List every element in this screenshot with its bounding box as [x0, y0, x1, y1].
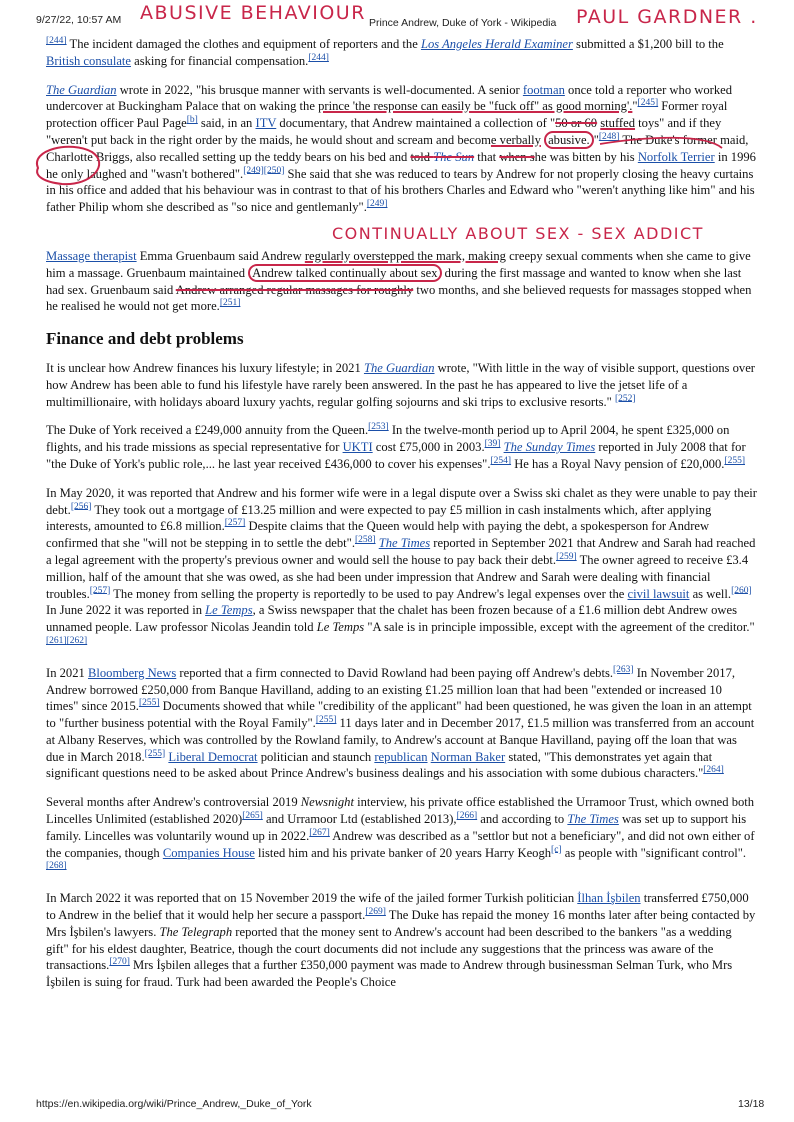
text: Mrs İşbilen alleges that a further £350,000 payment was made to Andrew through businessman Selman Turk, who Mrs İşbilen is suing for fraud. Turk had been awarded the People's Choice: [46, 958, 733, 990]
text: in 1996 he only laughed and "wasn't bothered".: [46, 149, 756, 181]
citation-link[interactable]: [269]: [365, 906, 386, 917]
text: The owner agreed to receive £3.4 million, half of the amount that she was owed, as she had been under impression that Andrew and Sarah were dealing with financial troubles.: [46, 552, 749, 601]
text: documentary, that Andrew maintained a collection of ": [276, 116, 556, 131]
text: politician and staunch: [257, 749, 375, 764]
paragraph-bloomberg: [46, 665, 757, 783]
citation-link[interactable]: [260]: [731, 585, 752, 596]
citation-link[interactable]: [267]: [309, 827, 330, 838]
text: Andrew was described as a "settlor but not a beneficiary", and did not own either of the companies, though: [46, 828, 755, 860]
citation-link[interactable]: [252]: [614, 393, 636, 404]
text: They took out a mortgage of £13.25 million and were expected to pay £5 million in cash instalments which, after applying interests, amounted to £6.8 million.: [46, 502, 712, 534]
text: In June 2022 it was reported in: [46, 603, 206, 618]
citation-link[interactable]: [249]: [243, 165, 264, 176]
link-itv[interactable]: ITV: [255, 116, 277, 131]
paragraph-incident: [46, 36, 757, 70]
text: reported that the money sent to Andrew's account had been described to the bankers "as a wedding gift" for his eldest daughter, Beatrice, though the court documents did not include any suggestions that the princess was aware of the transactions.: [46, 924, 732, 973]
citation-link[interactable]: [270]: [109, 957, 130, 968]
citation-link[interactable]: [261]: [46, 635, 67, 646]
citation-link[interactable]: [253]: [368, 422, 389, 433]
circled-phrase-talked-about-sex: Andrew talked continually about sex: [248, 264, 441, 282]
text: The Duke of York received a £249,000 annuity from the Queen.: [46, 423, 369, 438]
text: Despite claims that the Queen would help with paying the debt, a spokesperson for Andrew confirmed that she "will not be stepping in to settle the debt".: [46, 519, 710, 551]
text: submitted a $1,200 bill to the: [572, 37, 724, 51]
text: Several months after Andrew's controversial 2019: [46, 795, 301, 810]
text: stated, "This demonstrates yet again that significant questions need to be asked about Prince Andrew's business dealings and his association with some dubious characters.": [46, 749, 713, 781]
text: Documents showed that while "credibility of the applicant" had been questioned, he was given the loan in an attempt to "further business potential with the Royal Family".: [46, 699, 752, 731]
text: once told a reporter who worked undercover at Buckingham Palace that on waking the: [46, 82, 733, 114]
citation-link[interactable]: [248]: [598, 131, 620, 142]
link-bloomberg-news[interactable]: Bloomberg News: [87, 665, 177, 680]
text: interview, his private office established the Urramoor Trust, which owned both Lincelles Unlimited (established 2020): [46, 795, 755, 827]
text: toys" and if they "weren't put back in the right order by the maids, he would shout and scream and becom: [46, 116, 722, 147]
text: wrote in 2022, "his brusque manner with servants is well-documented. A senior: [116, 82, 523, 97]
link-the-sunday-times[interactable]: The Sunday Times: [503, 440, 596, 455]
citation-link[interactable]: [258]: [354, 534, 376, 545]
text: In the twelve-month period up to April 2004, he spent £325,000 on flights, and his trade missions as special representative for: [46, 423, 730, 455]
link-norfolk-terrier[interactable]: Norfolk Terrier: [637, 149, 715, 164]
article-body: [46, 36, 757, 1003]
struck-text: when s: [499, 149, 535, 164]
paragraph-isbilen: [46, 890, 757, 991]
link-massage-therapist[interactable]: Massage therapist: [46, 248, 137, 263]
text: and Urramoor Ltd (established 2013),: [262, 812, 457, 827]
handwritten-note-paul-gardner: PAUL GARDNER .: [576, 6, 758, 28]
text: listed him and his private banker of 20 years Harry Keogh: [254, 845, 552, 860]
citation-link[interactable]: [255]: [724, 455, 745, 466]
underlined-text: e verbally: [490, 132, 541, 147]
link-civil-lawsuit[interactable]: civil lawsuit: [627, 586, 690, 601]
paragraph-annuity: [46, 422, 757, 472]
italic-the-telegraph: The Telegraph: [159, 924, 233, 939]
print-datetime: 9/27/22, 10:57 AM: [36, 14, 122, 26]
text: She said that she was reduced to tears by Andrew for not properly closing the heavy curtains in his office and added that his behaviour was in contrast to that of his brothers Charles and Edward who "weren't anything like him" and his father Philip whom she described as "so nice and gentlemanly".: [46, 166, 755, 215]
link-liberal-democrat[interactable]: Liberal Democrat: [168, 749, 258, 764]
underlined-text: regularly overstepped the mark, making: [304, 248, 506, 263]
citation-link[interactable]: [255]: [138, 698, 160, 709]
handwritten-note-sex-addict: CONTINUALLY ABOUT SEX - SEX ADDICT: [332, 223, 704, 243]
link-la-herald-examiner[interactable]: Los Angeles Herald Examiner: [420, 37, 573, 51]
link-norman-baker[interactable]: Norman Baker: [430, 749, 506, 764]
text: The money from selling the property is reportedly to be used to pay Andrew's legal expenses over the: [110, 586, 628, 601]
text: The Duke has repaid the money 16 months later after being contacted by Mrs İşbilen's lawyers.: [46, 908, 756, 939]
struck-text: told: [410, 149, 434, 164]
link-companies-house[interactable]: Companies House: [162, 845, 255, 860]
citation-link[interactable]: [257]: [224, 518, 246, 529]
text: 11 days later and in December 2017, £1.5 million was transferred from an account at Albany Reserves, which was controlled by the Rowland family, to Andrew's account at Banque Havilland, paying off the loan that was due in March 2018.: [46, 716, 755, 764]
paragraph-servants: [46, 82, 757, 216]
text: It is unclear how Andrew finances his luxury lifestyle; in 2021: [46, 360, 364, 375]
link-british-consulate[interactable]: British consulate: [46, 53, 131, 68]
text: transferred £750,000 to Andrew in the belief that it would help her secure a passport.: [46, 891, 749, 923]
print-page-number: 13/18: [738, 1098, 765, 1110]
text: cost £75,000 in 2003.: [372, 440, 485, 455]
citation-link[interactable]: [244]: [308, 52, 329, 63]
link-the-guardian[interactable]: The Guardian: [46, 82, 117, 97]
text: wrote, "With little in the way of visible support, questions over how Andrew has been able to fund his lifestyle have rarely been answered. In the past he has appeared to live the jetset life of a multimillionaire, with holidays aboard luxury yachts, regular golfing sojourns and ski trips to exclusive resorts.": [46, 360, 755, 409]
text: The Duke's former maid, Charlotte Briggs, also recalled setting up the teddy bears on his bed and: [46, 132, 749, 164]
paragraph-urramoor-trust: [46, 794, 757, 878]
text: reported in July 2008 that for "the Duke of York's public role,... he last year received £436,000 to cover his expenses".: [46, 440, 746, 471]
text: In 2021: [46, 665, 88, 680]
section-heading-finance: Finance and debt problems: [46, 329, 244, 349]
citation-link[interactable]: [255]: [315, 714, 337, 725]
citation-link[interactable]: [255]: [144, 748, 166, 759]
citation-link[interactable]: [254]: [490, 455, 512, 466]
citation-link[interactable]: [39]: [484, 438, 501, 449]
link-footman[interactable]: footman: [522, 82, 565, 97]
text: as well.: [689, 586, 732, 601]
citation-link[interactable]: [245]: [637, 98, 659, 109]
text: In May 2020, it was reported that Andrew and his former wife were in a legal dispute over a Swiss ski chalet as they were unable to pay their debt.: [46, 485, 757, 517]
italic-le-temps: Le Temps: [316, 620, 365, 635]
citation-link[interactable]: [251]: [219, 298, 241, 309]
text: he was bitten by his: [534, 149, 638, 164]
link-the-guardian[interactable]: The Guardian: [363, 360, 435, 375]
citation-link[interactable]: [256]: [70, 501, 92, 512]
link-the-times[interactable]: The Times: [567, 812, 619, 827]
text: In November 2017, Andrew borrowed £250,000 from Banque Havilland, adding to an existing £1.25 million loan that had been "extended or increased 10 times" since 2015.: [46, 665, 736, 714]
paragraph-lifestyle: [46, 360, 757, 410]
text: as people with "significant control".: [561, 845, 747, 860]
print-page-title: Prince Andrew, Duke of York - Wikipedia: [369, 17, 557, 29]
link-le-temps[interactable]: Le Temps: [205, 603, 253, 618]
text: two months, and she believed requests for massages stopped when he realised he would not get more.: [46, 282, 752, 314]
link-ukti[interactable]: UKTI: [342, 440, 373, 455]
citation-link[interactable]: [263]: [613, 664, 634, 675]
text: asking for financial compensation.: [131, 53, 309, 68]
underlined-text: stuffed: [600, 116, 636, 131]
underlined-quote: prince 'the response can easily be "fuck off" as good morning'.: [318, 99, 633, 114]
footnote-link[interactable]: [b]: [186, 115, 198, 125]
text: Emma Gruenbaum said Andrew: [136, 248, 305, 263]
text: was set up to support his family. Lincelles was voluntarily wound up in 2022.: [46, 812, 747, 843]
footnote-link[interactable]: [c]: [551, 844, 562, 855]
citation-link[interactable]: [259]: [556, 551, 577, 562]
citation-link[interactable]: [244]: [46, 35, 67, 46]
citation-link[interactable]: [265]: [242, 810, 263, 821]
text: In March 2022 it was reported that on 15 November 2019 the wife of the jailed former Turkish politician: [46, 891, 578, 906]
italic-newsnight: Newsnight: [300, 795, 354, 810]
text: ": [593, 132, 599, 147]
text: during the first massage and wanted to know when she last had sex. Gruenbaum said: [46, 265, 742, 297]
handwritten-note-abusive-behaviour: ABUSIVE BEHAVIOUR: [140, 2, 366, 24]
text: that: [474, 149, 500, 164]
citation-link[interactable]: [262]: [66, 635, 88, 646]
citation-link[interactable]: [266]: [456, 810, 478, 821]
text: Former royal protection officer Paul Page: [46, 99, 728, 131]
link-republican[interactable]: republican: [374, 749, 428, 764]
link-ilhan-isbilen[interactable]: İlhan İşbilen: [577, 891, 641, 906]
text: ": [632, 99, 638, 114]
paragraph-chalet: [46, 485, 757, 653]
text: said, in an: [197, 116, 256, 131]
text: "A sale is in principle impossible, except with the agreement of the creditor.": [364, 620, 755, 635]
text: creepy sexual comments when she came to give him a massage. Gruenbaum maintained: [46, 248, 751, 280]
citation-link[interactable]: [249]: [366, 198, 388, 209]
citation-link[interactable]: [264]: [703, 765, 724, 776]
paragraph-massage: [46, 248, 757, 315]
text: , a Swiss newspaper that the chalet has been frozen because of a £1.6 million debt Andrew owes unnamed people. Law professor Nicolas Jeandin told: [46, 603, 737, 635]
citation-link[interactable]: [250]: [263, 165, 285, 176]
text: He has a Royal Navy pension of £20,000.: [511, 456, 725, 471]
link-the-times[interactable]: The Times: [378, 536, 431, 551]
print-url: https://en.wikipedia.org/wiki/Prince_Andrew,_Duke_of_York: [36, 1098, 312, 1110]
struck-text: 50 or 60: [555, 116, 598, 131]
link-the-sun[interactable]: The Sun: [433, 149, 475, 164]
struck-text: Andrew arranged regular massages for roughly: [175, 282, 414, 297]
text: reported that a firm connected to David Rowland had been paying off Andrew's debts.: [176, 665, 614, 680]
text: reported in September 2021 that Andrew and Sarah had reached a legal agreement with the property's previous owner and would sell the house to pay back their debt.: [46, 536, 756, 567]
citation-link[interactable]: [268]: [46, 861, 67, 872]
circled-word-abusive: abusive.: [544, 131, 594, 149]
citation-link[interactable]: [257]: [89, 585, 111, 596]
text: The incident damaged the clothes and equipment of reporters and the: [66, 37, 421, 51]
text: and according to: [477, 812, 568, 827]
